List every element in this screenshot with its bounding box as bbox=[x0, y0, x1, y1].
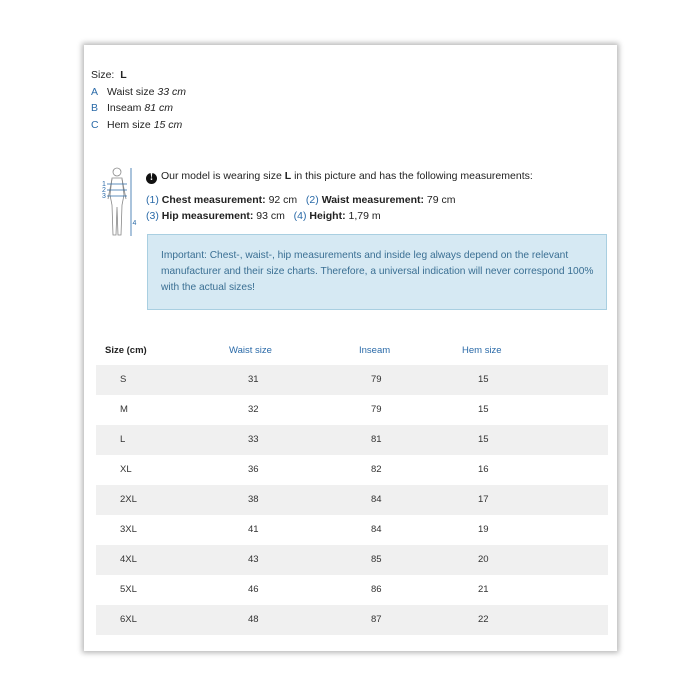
cell-inseam: 84 bbox=[371, 494, 382, 505]
cell-inseam: 84 bbox=[371, 524, 382, 535]
size-table-body bbox=[96, 365, 608, 635]
size-item-label: Inseam bbox=[107, 102, 142, 114]
header-hem-size: Hem size bbox=[462, 345, 502, 356]
body-measurement-figure-icon bbox=[101, 165, 137, 239]
size-item-letter: C bbox=[91, 118, 99, 131]
table-row bbox=[96, 575, 608, 605]
cell-size: XL bbox=[120, 464, 132, 475]
header-size: Size (cm) bbox=[105, 345, 147, 356]
selected-size-line bbox=[91, 67, 186, 84]
size-label: Size: bbox=[91, 69, 115, 81]
size-item-a bbox=[91, 84, 186, 101]
measurement-label: Hip measurement: bbox=[161, 210, 254, 222]
table-row bbox=[96, 545, 608, 575]
cell-inseam: 82 bbox=[371, 464, 382, 475]
cell-waist-size: 46 bbox=[248, 584, 259, 595]
measurement-label: Chest measurement: bbox=[161, 194, 266, 206]
cell-size: M bbox=[120, 404, 128, 415]
figure-label-3: 3 bbox=[102, 193, 106, 200]
measurement-value: 92 cm bbox=[268, 194, 298, 206]
measurement-line-1 bbox=[146, 194, 456, 206]
cell-waist-size: 43 bbox=[248, 554, 259, 565]
measurement-label: Waist measurement: bbox=[321, 194, 424, 206]
size-item-label: Hem size bbox=[107, 118, 151, 131]
cell-waist-size: 48 bbox=[248, 614, 259, 625]
measurement-line-2 bbox=[146, 210, 381, 222]
cell-waist-size: 41 bbox=[248, 524, 259, 535]
cell-hem-size: 15 bbox=[478, 434, 489, 445]
measurement-number: (3) bbox=[146, 210, 159, 222]
table-row bbox=[96, 605, 608, 635]
figure-label-1: 1 bbox=[102, 181, 106, 188]
important-notice bbox=[147, 234, 607, 310]
size-chart-card bbox=[84, 45, 617, 651]
cell-hem-size: 17 bbox=[478, 494, 489, 505]
measurement-number: (4) bbox=[293, 210, 307, 222]
size-item-c bbox=[91, 117, 186, 134]
info-icon: ! bbox=[146, 173, 157, 184]
model-intro-before: Our model is wearing size bbox=[161, 170, 282, 182]
measurement-number: (2) bbox=[305, 194, 319, 206]
cell-waist-size: 32 bbox=[248, 404, 259, 415]
notice-text: Important: Chest-, waist-, hip measurements and inside leg always depend on the relevant manufacturer and their size charts. Therefore, a universal indication will never correspond 100% with the actual sizes! bbox=[161, 250, 594, 293]
cell-hem-size: 22 bbox=[478, 614, 489, 625]
measurement-value: 93 cm bbox=[256, 210, 285, 222]
size-item-value: 15 cm bbox=[153, 118, 183, 131]
cell-hem-size: 15 bbox=[478, 374, 489, 385]
cell-size: 5XL bbox=[120, 584, 137, 595]
cell-inseam: 81 bbox=[371, 434, 382, 445]
model-intro-size: L bbox=[284, 170, 292, 182]
figure-label-4: 4 bbox=[132, 220, 137, 227]
cell-size: 4XL bbox=[120, 554, 137, 565]
cell-hem-size: 16 bbox=[478, 464, 489, 475]
cell-inseam: 85 bbox=[371, 554, 382, 565]
measurement-label: Height: bbox=[309, 210, 346, 222]
size-table-header bbox=[84, 345, 617, 359]
cell-inseam: 87 bbox=[371, 614, 382, 625]
measurement-number: (1) bbox=[146, 194, 159, 206]
header-waist-size: Waist size bbox=[229, 345, 272, 356]
cell-size: 3XL bbox=[120, 524, 137, 535]
header-inseam: Inseam bbox=[359, 345, 391, 356]
size-item-value: 81 cm bbox=[144, 102, 173, 114]
measurement-value: 79 cm bbox=[426, 194, 456, 206]
figure-label-2: 2 bbox=[102, 187, 106, 194]
cell-waist-size: 33 bbox=[248, 434, 259, 445]
cell-hem-size: 21 bbox=[478, 584, 489, 595]
size-item-b bbox=[91, 100, 186, 117]
cell-size: 6XL bbox=[120, 614, 137, 625]
table-row bbox=[96, 485, 608, 515]
selected-size-block bbox=[91, 67, 186, 133]
cell-hem-size: 15 bbox=[478, 404, 489, 415]
table-row bbox=[96, 425, 608, 455]
size-item-value: 33 cm bbox=[157, 85, 186, 98]
cell-size: S bbox=[120, 374, 127, 385]
size-item-letter: B bbox=[91, 102, 99, 114]
table-row bbox=[96, 515, 608, 545]
cell-size: 2XL bbox=[120, 494, 137, 505]
measurement-value: 1,79 m bbox=[348, 210, 381, 222]
cell-inseam: 86 bbox=[371, 584, 382, 595]
cell-size: L bbox=[120, 434, 126, 445]
model-intro bbox=[146, 170, 533, 184]
cell-waist-size: 31 bbox=[248, 374, 259, 385]
table-row bbox=[96, 365, 608, 395]
model-intro-after: in this picture and has the following measurements: bbox=[294, 170, 533, 182]
cell-waist-size: 36 bbox=[248, 464, 259, 475]
cell-inseam: 79 bbox=[371, 404, 382, 415]
cell-hem-size: 19 bbox=[478, 524, 489, 535]
cell-inseam: 79 bbox=[371, 374, 382, 385]
cell-hem-size: 20 bbox=[478, 554, 489, 565]
size-value: L bbox=[120, 69, 127, 81]
size-item-label: Waist size bbox=[107, 85, 155, 98]
cell-waist-size: 38 bbox=[248, 494, 259, 505]
table-row bbox=[96, 455, 608, 485]
table-row bbox=[96, 395, 608, 425]
size-item-letter: A bbox=[91, 85, 99, 98]
